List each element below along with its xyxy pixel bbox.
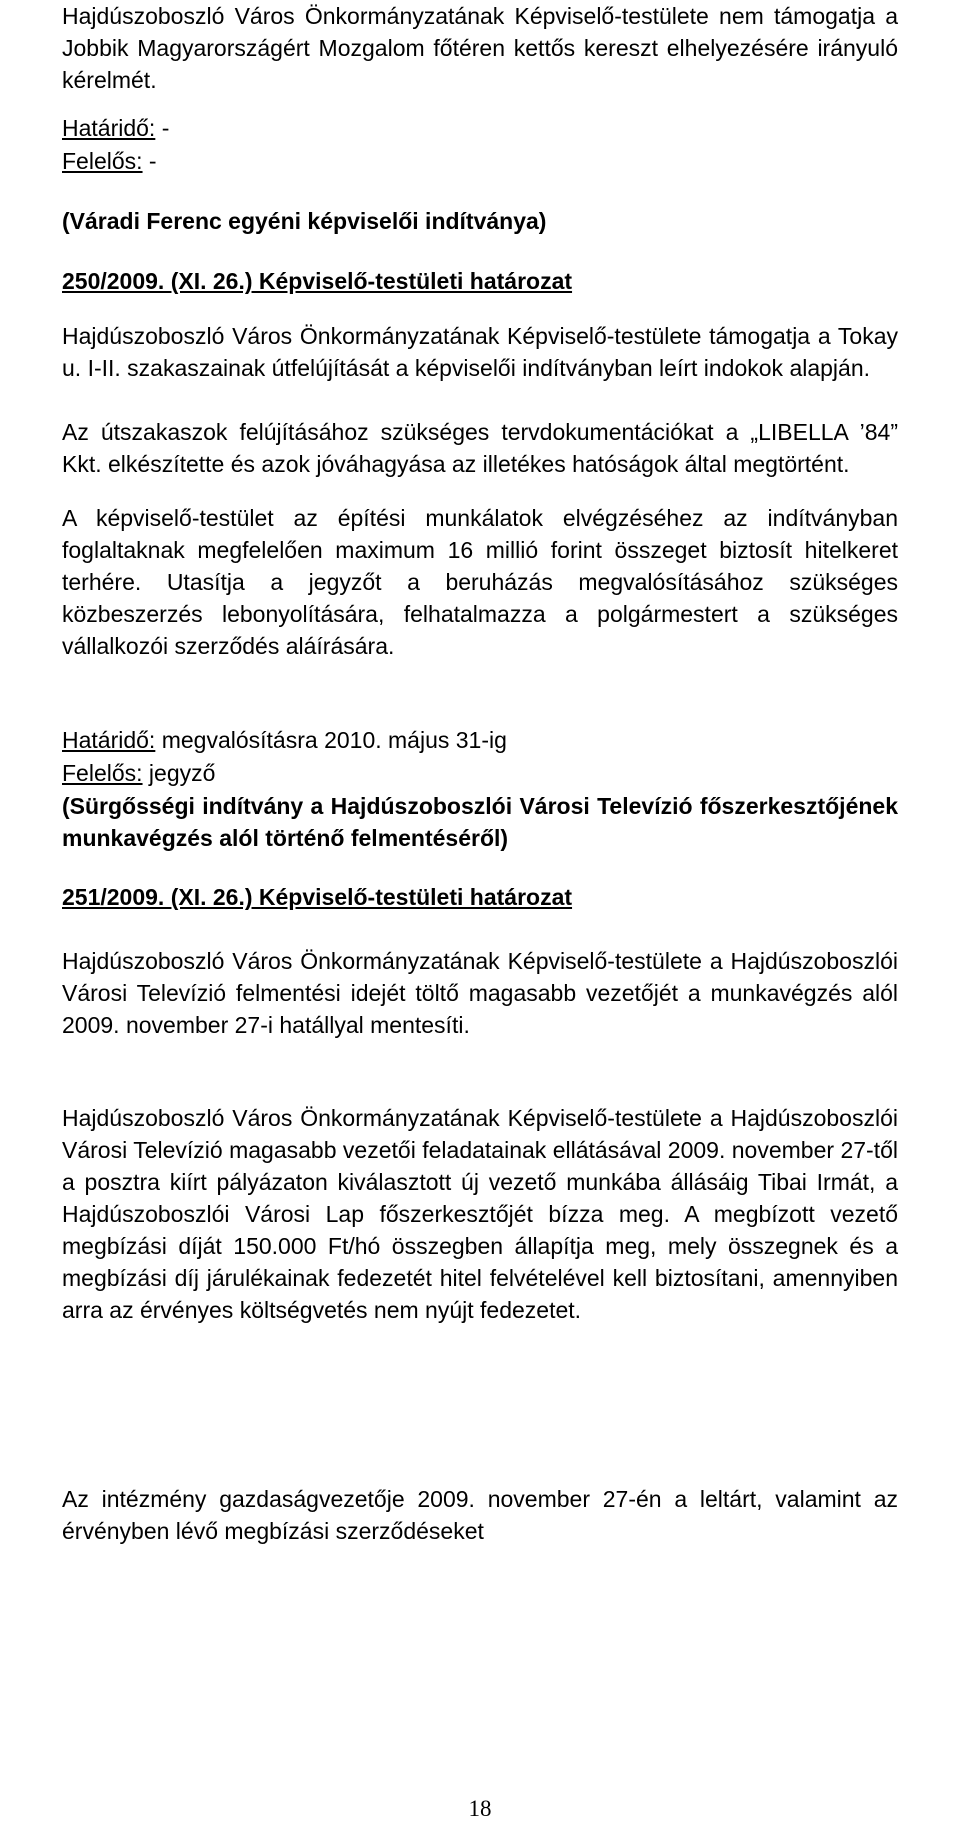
- resolution-250-paragraph-1: Hajdúszoboszló Város Önkormányzatának Képviselő-testülete támogatja a Tokay u. I-II. szakaszainak útfelújítását a képviselői indítványban leírt indokok alapján.: [62, 323, 898, 381]
- section-title-varadi: (Váradi Ferenc egyéni képviselői indítványa): [62, 208, 547, 234]
- responsible-label: Felelős:: [62, 760, 143, 786]
- section-title-urgent-motion: (Sürgősségi indítvány a Hajdúszoboszlói Városi Televízió főszerkesztőjének munkavégzés alól történő felmentéséről): [62, 793, 898, 851]
- decision-paragraph-jobbik: Hajdúszoboszló Város Önkormányzatának Képviselő-testülete nem támogatja a Jobbik Magyarországért Mozgalom főtéren kettős kereszt elhelyezésére irányuló kérelmét.: [62, 3, 898, 93]
- deadline-value: -: [155, 115, 170, 141]
- resolution-title-250: 250/2009. (XI. 26.) Képviselő-testületi határozat: [62, 268, 573, 294]
- deadline-label: Határidő:: [62, 727, 156, 753]
- resolution-title-251: 251/2009. (XI. 26.) Képviselő-testületi határozat: [62, 884, 573, 910]
- responsible-value: -: [142, 148, 157, 174]
- responsible-label: Felelős:: [62, 148, 143, 174]
- responsible-line-2: [62, 760, 215, 787]
- deadline-value: megvalósításra 2010. május 31-ig: [155, 727, 507, 753]
- deadline-line-1: [62, 115, 169, 142]
- deadline-line-2: [62, 727, 507, 754]
- resolution-250-paragraph-2: Az útszakaszok felújításához szükséges tervdokumentációkat a „LIBELLA ’84” Kkt. elkészítette és azok jóváhagyása az illetékes hatóságok által megtörtént.: [62, 419, 898, 477]
- resolution-250-paragraph-3: A képviselő-testület az építési munkálatok elvégzéséhez az indítványban foglaltaknak megfelelően maximum 16 millió forint összeget biztosít hitelkeret terhére. Utasítja a jegyzőt a beruházás megvalósításához szükséges közbeszerzés lebonyolítására, felhatalmazza a polgármestert a szükséges vállalkozói szerződés aláírására.: [62, 505, 898, 659]
- resolution-251-paragraph-1: Hajdúszoboszló Város Önkormányzatának Képviselő-testülete a Hajdúszoboszlói Városi Televízió felmentési idejét töltő magasabb vezetőjét a munkavégzés alól 2009. november 27-i hatállyal mentesíti.: [62, 948, 898, 1038]
- responsible-line-1: [62, 148, 157, 175]
- responsible-value: jegyző: [142, 760, 216, 786]
- deadline-label: Határidő:: [62, 115, 156, 141]
- resolution-251-paragraph-2: Hajdúszoboszló Város Önkormányzatának Képviselő-testülete a Hajdúszoboszlói Városi Televízió magasabb vezetői feladatainak ellátásával 2009. november 27-től a posztra kiírt pályázaton kiválasztott új vezető munkába állásáig Tibai Irmát, a Hajdúszoboszlói Városi Lap főszerkesztőjét bízza meg. A megbízott vezető megbízási díját 150.000 Ft/hó összegben állapítja meg, mely összegnek és a megbízási díj járulékainak fedezetét hitel felvételével kell biztosítani, amennyiben arra az érvényes költségvetés nem nyújt fedezetet.: [62, 1105, 898, 1323]
- resolution-251-paragraph-3: Az intézmény gazdaságvezetője 2009. november 27-én a leltárt, valamint az érvényben lévő megbízási szerződéseket: [62, 1486, 898, 1544]
- page-number: 18: [468, 1796, 492, 1821]
